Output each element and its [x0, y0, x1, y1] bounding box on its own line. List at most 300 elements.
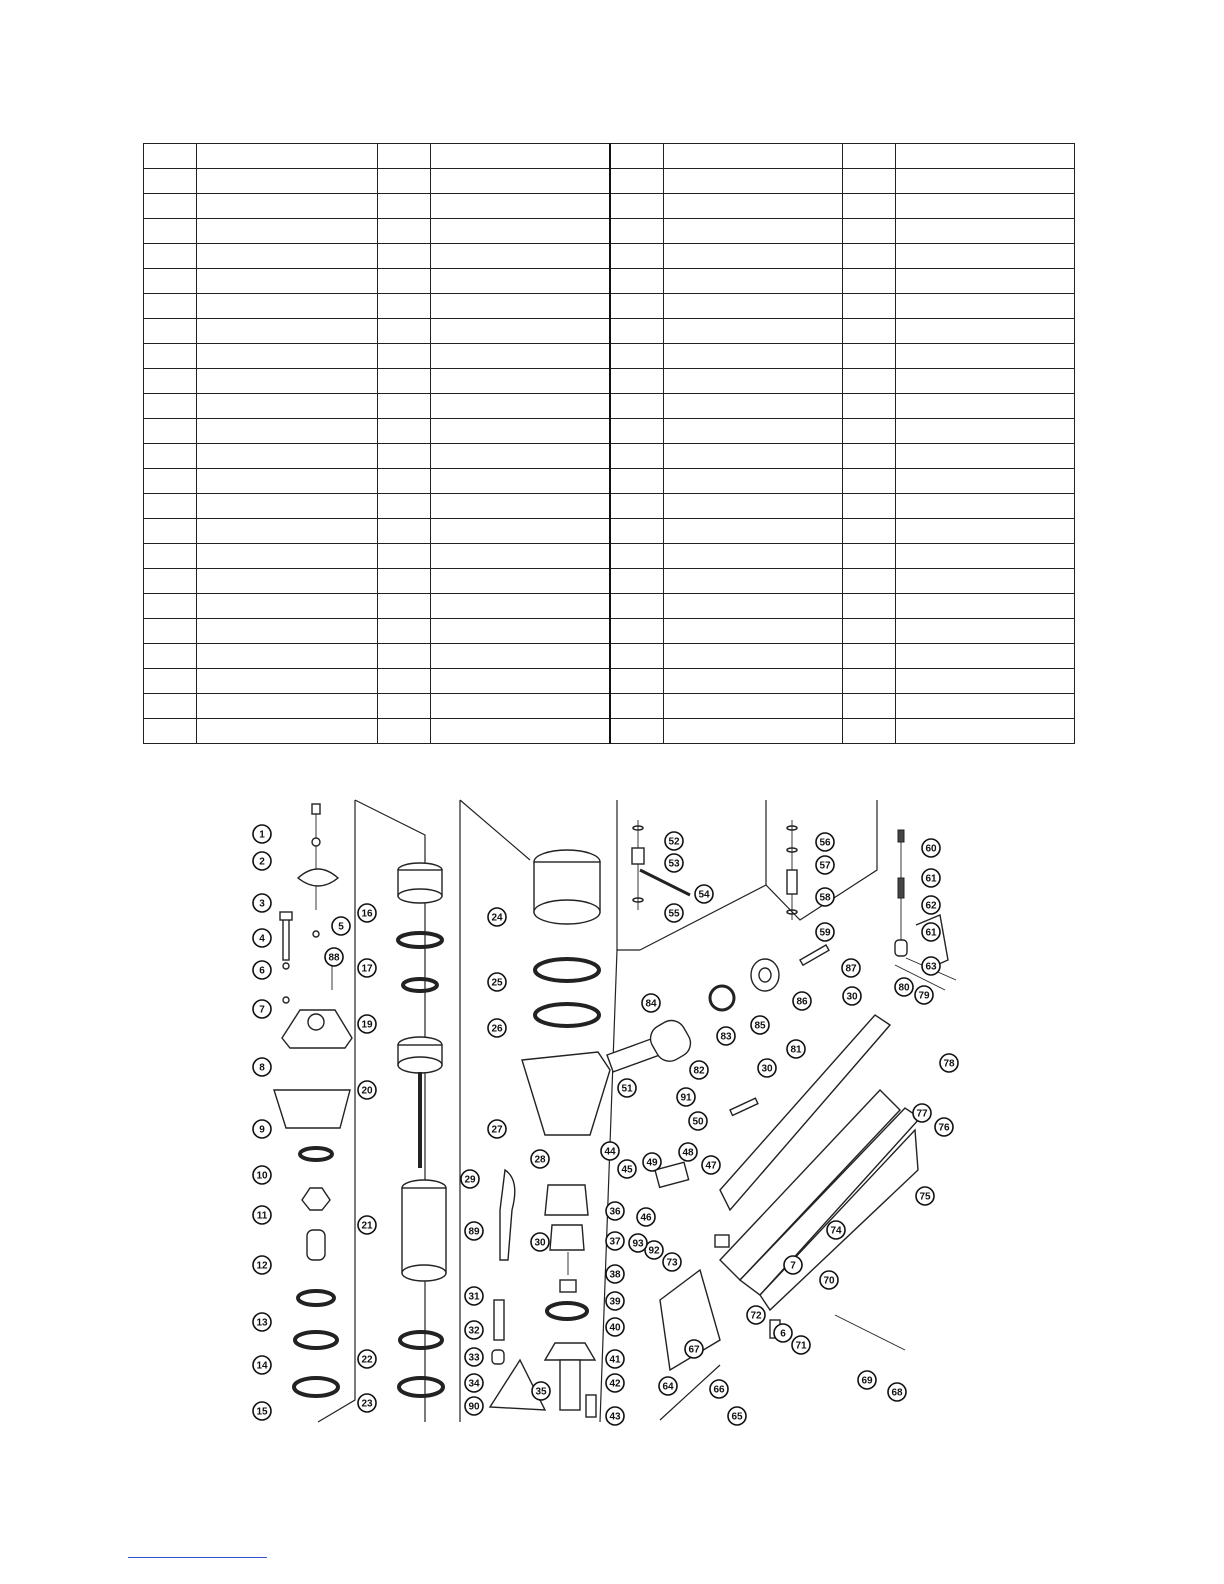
callout-65 [728, 1407, 746, 1425]
part-description-cell [896, 394, 1075, 419]
callout-81 [787, 1040, 805, 1058]
part-description-cell [431, 644, 611, 669]
callout-number: 57 [819, 860, 831, 872]
callout-55 [665, 904, 683, 922]
part-number-cell [610, 169, 664, 194]
part-number-cell [144, 494, 197, 519]
part-description-cell [197, 594, 378, 619]
table-row [144, 144, 1075, 169]
part-number-cell [843, 569, 896, 594]
part-number-cell [378, 594, 431, 619]
part-description-cell [664, 544, 843, 569]
part-number-cell [843, 419, 896, 444]
part-number-cell [144, 194, 197, 219]
table-row [144, 469, 1075, 494]
part-number-cell [610, 244, 664, 269]
callout-93 [629, 1234, 647, 1252]
table-row [144, 169, 1075, 194]
callout-58 [816, 888, 834, 906]
callout-number: 46 [640, 1212, 652, 1224]
part-number-cell [610, 294, 664, 319]
part-number-cell [378, 344, 431, 369]
part-description-cell [197, 719, 378, 744]
part-description-cell [197, 694, 378, 719]
part-description-cell [664, 519, 843, 544]
part-number-cell [144, 519, 197, 544]
part-description-cell [664, 319, 843, 344]
callout-11 [253, 1206, 271, 1224]
callout-number: 33 [468, 1352, 480, 1364]
part-description-cell [896, 469, 1075, 494]
part-description-cell [431, 319, 611, 344]
part-description-cell [431, 419, 611, 444]
callout-number: 90 [468, 1401, 480, 1413]
callout-42 [606, 1374, 624, 1392]
part-description-cell [664, 194, 843, 219]
callout-26 [488, 1019, 506, 1037]
callout-6a [253, 961, 271, 979]
part-number-cell [843, 694, 896, 719]
part-number-cell [843, 169, 896, 194]
part-description-cell [664, 269, 843, 294]
callout-number: 53 [668, 858, 680, 870]
callout-number: 88 [328, 952, 340, 964]
part-description-cell [197, 269, 378, 294]
part-description-cell [664, 719, 843, 744]
part-description-cell [896, 569, 1075, 594]
callout-10 [253, 1166, 271, 1184]
part-description-cell [664, 394, 843, 419]
part-description-cell [431, 269, 611, 294]
callout-51 [618, 1079, 636, 1097]
callout-number: 30 [761, 1063, 773, 1075]
part-description-cell [896, 619, 1075, 644]
part-number-cell [843, 619, 896, 644]
part-number-cell [144, 669, 197, 694]
callout-number: 15 [256, 1406, 268, 1418]
part-description-cell [197, 344, 378, 369]
part-number-cell [610, 144, 664, 169]
part-number-cell [843, 219, 896, 244]
callout-number: 23 [361, 1398, 373, 1410]
part-number-cell [610, 469, 664, 494]
part-description-cell [664, 619, 843, 644]
part-description-cell [664, 294, 843, 319]
part-description-cell [664, 244, 843, 269]
part-description-cell [197, 569, 378, 594]
callout-82 [690, 1061, 708, 1079]
part-number-cell [610, 594, 664, 619]
table-row [144, 694, 1075, 719]
callout-number: 8 [259, 1062, 265, 1074]
part-number-cell [378, 419, 431, 444]
part-description-cell [431, 219, 611, 244]
callout-number: 63 [925, 961, 937, 973]
part-number-cell [378, 719, 431, 744]
callout-34 [465, 1374, 483, 1392]
part-number-cell [610, 219, 664, 244]
callout-number: 13 [256, 1317, 268, 1329]
part-number-cell [843, 519, 896, 544]
callout-number: 76 [938, 1122, 950, 1134]
callout-number: 80 [898, 982, 910, 994]
part-number-cell [610, 494, 664, 519]
part-number-cell [610, 369, 664, 394]
part-description-cell [197, 544, 378, 569]
callout-46 [637, 1208, 655, 1226]
callout-number: 55 [668, 908, 680, 920]
part-description-cell [431, 719, 611, 744]
table-row [144, 294, 1075, 319]
callout-number: 93 [632, 1238, 644, 1250]
callout-44 [601, 1142, 619, 1160]
table-row [144, 394, 1075, 419]
part-description-cell [431, 444, 611, 469]
part-number-cell [144, 619, 197, 644]
part-number-cell [610, 669, 664, 694]
callout-number: 61 [925, 873, 937, 885]
callout-88 [325, 948, 343, 966]
callout-number: 45 [621, 1164, 633, 1176]
callout-number: 67 [688, 1344, 700, 1356]
part-number-cell [843, 344, 896, 369]
table-row [144, 319, 1075, 344]
callout-31 [465, 1287, 483, 1305]
part-description-cell [896, 169, 1075, 194]
part-number-cell [144, 444, 197, 469]
callout-57 [816, 856, 834, 874]
callout-54 [695, 885, 713, 903]
part-number-cell [843, 469, 896, 494]
part-number-cell [843, 594, 896, 619]
callout-number: 92 [648, 1245, 660, 1257]
part-description-cell [431, 619, 611, 644]
callout-number: 74 [830, 1225, 842, 1237]
callout-75 [916, 1187, 934, 1205]
callout-53 [665, 854, 683, 872]
part-description-cell [197, 469, 378, 494]
table-row [144, 719, 1075, 744]
part-number-cell [378, 219, 431, 244]
callout-number: 12 [256, 1260, 268, 1272]
part-description-cell [197, 444, 378, 469]
part-number-cell [843, 494, 896, 519]
callout-85 [751, 1016, 769, 1034]
footer-link-underline [128, 1557, 267, 1558]
callout-number: 43 [609, 1411, 621, 1423]
callout-32 [465, 1321, 483, 1339]
part-number-cell [144, 219, 197, 244]
callout-61b [922, 923, 940, 941]
callout-number: 86 [796, 996, 808, 1008]
callout-87 [842, 959, 860, 977]
part-description-cell [197, 244, 378, 269]
callout-number: 17 [361, 963, 373, 975]
callout-80 [895, 978, 913, 996]
callout-70 [820, 1271, 838, 1289]
part-number-cell [610, 269, 664, 294]
callout-number: 30 [846, 991, 858, 1003]
callout-number: 10 [256, 1170, 268, 1182]
callout-number: 51 [621, 1083, 633, 1095]
callout-68 [888, 1383, 906, 1401]
callout-36 [606, 1202, 624, 1220]
part-description-cell [896, 219, 1075, 244]
part-number-cell [144, 244, 197, 269]
callout-79 [915, 986, 933, 1004]
callout-50 [689, 1112, 707, 1130]
part-description-cell [197, 194, 378, 219]
callout-74 [827, 1221, 845, 1239]
callout-41 [606, 1350, 624, 1368]
callout-4 [253, 929, 271, 947]
callout-number: 69 [861, 1375, 873, 1387]
part-number-cell [378, 494, 431, 519]
part-description-cell [896, 694, 1075, 719]
callout-number: 81 [790, 1044, 802, 1056]
callout-1 [253, 825, 271, 843]
part-number-cell [144, 594, 197, 619]
table-row [144, 419, 1075, 444]
part-description-cell [431, 569, 611, 594]
callout-64 [659, 1377, 677, 1395]
callout-number: 11 [256, 1210, 268, 1222]
part-description-cell [664, 669, 843, 694]
callout-number: 87 [845, 963, 857, 975]
part-description-cell [664, 494, 843, 519]
callout-number: 82 [693, 1065, 705, 1077]
part-number-cell [843, 719, 896, 744]
part-number-cell [378, 369, 431, 394]
part-number-cell [843, 394, 896, 419]
part-description-cell [431, 169, 611, 194]
part-description-cell [197, 619, 378, 644]
part-number-cell [144, 294, 197, 319]
callout-number: 1 [259, 829, 265, 841]
part-number-cell [843, 644, 896, 669]
table-row [144, 269, 1075, 294]
table-row [144, 219, 1075, 244]
callout-number: 36 [609, 1206, 621, 1218]
callout-35 [532, 1382, 550, 1400]
part-number-cell [144, 169, 197, 194]
part-description-cell [197, 644, 378, 669]
table-row [144, 244, 1075, 269]
callout-63 [922, 957, 940, 975]
part-number-cell [843, 319, 896, 344]
table-row [144, 544, 1075, 569]
callout-60 [922, 839, 940, 857]
part-number-cell [610, 694, 664, 719]
callout-52 [665, 832, 683, 850]
part-number-cell [610, 344, 664, 369]
part-description-cell [896, 194, 1075, 219]
part-number-cell [144, 319, 197, 344]
part-number-cell [144, 569, 197, 594]
part-description-cell [896, 344, 1075, 369]
part-description-cell [431, 594, 611, 619]
callout-number: 78 [943, 1058, 955, 1070]
callout-number: 66 [713, 1384, 725, 1396]
part-number-cell [378, 519, 431, 544]
callout-number: 14 [256, 1360, 268, 1372]
callout-3 [253, 894, 271, 912]
callout-number: 84 [645, 998, 657, 1010]
part-description-cell [664, 419, 843, 444]
callout-number: 91 [680, 1092, 692, 1104]
callout-number: 50 [692, 1116, 704, 1128]
part-description-cell [896, 244, 1075, 269]
part-number-cell [378, 619, 431, 644]
part-description-cell [896, 319, 1075, 344]
part-number-cell [378, 169, 431, 194]
part-description-cell [431, 494, 611, 519]
part-description-cell [197, 219, 378, 244]
part-number-cell [144, 269, 197, 294]
part-number-cell [378, 294, 431, 319]
part-description-cell [896, 294, 1075, 319]
callout-number: 79 [918, 990, 930, 1002]
callout-73 [663, 1253, 681, 1271]
parts-list-body [144, 144, 1075, 744]
callout-59 [816, 923, 834, 941]
part-description-cell [896, 419, 1075, 444]
table-row [144, 669, 1075, 694]
callout-27 [488, 1120, 506, 1138]
callout-21 [358, 1216, 376, 1234]
callout-number: 64 [662, 1381, 674, 1393]
callout-84 [642, 994, 660, 1012]
part-description-cell [431, 694, 611, 719]
callout-78 [940, 1054, 958, 1072]
part-description-cell [896, 519, 1075, 544]
callout-2 [253, 852, 271, 870]
callout-14 [253, 1356, 271, 1374]
callout-number: 65 [731, 1411, 743, 1423]
part-number-cell [610, 619, 664, 644]
callout-number: 5 [338, 921, 344, 933]
callout-66 [710, 1380, 728, 1398]
part-description-cell [431, 194, 611, 219]
callout-8 [253, 1058, 271, 1076]
part-description-cell [664, 694, 843, 719]
callout-37 [606, 1232, 624, 1250]
part-description-cell [896, 269, 1075, 294]
table-row [144, 494, 1075, 519]
table-row [144, 194, 1075, 219]
part-description-cell [664, 569, 843, 594]
callout-number: 71 [795, 1340, 807, 1352]
part-description-cell [664, 594, 843, 619]
callout-49 [643, 1153, 661, 1171]
callout-13 [253, 1313, 271, 1331]
table-row [144, 369, 1075, 394]
callout-12 [253, 1256, 271, 1274]
part-number-cell [144, 419, 197, 444]
callout-number: 37 [609, 1236, 621, 1248]
part-description-cell [431, 469, 611, 494]
part-description-cell [431, 394, 611, 419]
part-number-cell [378, 669, 431, 694]
part-description-cell [664, 444, 843, 469]
cap-assembly-parts [274, 804, 352, 1396]
callout-19 [358, 1015, 376, 1033]
callout-23 [358, 1394, 376, 1412]
callout-86 [793, 992, 811, 1010]
callout-number: 7 [790, 1260, 796, 1272]
part-description-cell [896, 669, 1075, 694]
callout-number: 61 [925, 927, 937, 939]
part-number-cell [843, 369, 896, 394]
callout-40 [606, 1318, 624, 1336]
callout-20 [358, 1081, 376, 1099]
part-description-cell [664, 219, 843, 244]
callout-89 [465, 1222, 483, 1240]
part-number-cell [378, 394, 431, 419]
callout-number: 27 [491, 1124, 503, 1136]
callout-6b [774, 1324, 792, 1342]
table-row [144, 644, 1075, 669]
part-number-cell [843, 544, 896, 569]
callout-48 [679, 1143, 697, 1161]
parts-list-table [143, 143, 1075, 744]
table-row [144, 519, 1075, 544]
callout-16 [358, 904, 376, 922]
part-number-cell [378, 144, 431, 169]
table-row [144, 444, 1075, 469]
callout-number: 44 [604, 1146, 616, 1158]
callout-25 [488, 973, 506, 991]
callout-33 [465, 1348, 483, 1366]
table-row [144, 344, 1075, 369]
callout-number: 39 [609, 1296, 621, 1308]
callout-number: 41 [609, 1354, 621, 1366]
callout-71 [792, 1336, 810, 1354]
callout-24 [488, 908, 506, 926]
callout-77 [913, 1104, 931, 1122]
callout-28 [531, 1150, 549, 1168]
part-description-cell [431, 294, 611, 319]
callout-number: 68 [891, 1387, 903, 1399]
part-description-cell [431, 344, 611, 369]
callout-number: 6 [780, 1328, 786, 1340]
part-number-cell [610, 394, 664, 419]
callout-39 [606, 1292, 624, 1310]
callout-number: 52 [668, 836, 680, 848]
callout-number: 38 [609, 1269, 621, 1281]
part-number-cell [144, 694, 197, 719]
part-description-cell [896, 594, 1075, 619]
callout-number: 70 [823, 1275, 835, 1287]
part-number-cell [843, 294, 896, 319]
callout-45 [618, 1160, 636, 1178]
exploded-parts-diagram [0, 790, 1224, 1450]
callout-30a [531, 1233, 549, 1251]
callout-number: 42 [609, 1378, 621, 1390]
callout-29 [461, 1170, 479, 1188]
callout-number: 62 [925, 900, 937, 912]
part-number-cell [378, 544, 431, 569]
callout-number: 6 [259, 965, 265, 977]
part-number-cell [610, 644, 664, 669]
part-description-cell [197, 169, 378, 194]
part-number-cell [144, 644, 197, 669]
part-number-cell [843, 669, 896, 694]
callout-22 [358, 1350, 376, 1368]
part-number-cell [144, 394, 197, 419]
table-row [144, 594, 1075, 619]
callout-number: 26 [491, 1023, 503, 1035]
